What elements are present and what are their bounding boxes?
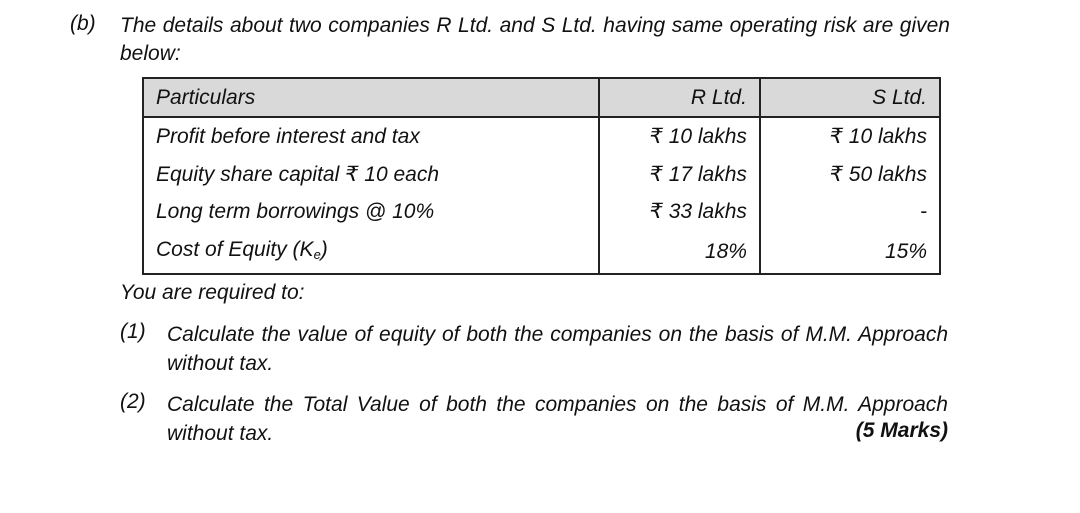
question-label: (b) (70, 12, 96, 35)
subscript-e: e (313, 246, 321, 262)
header-s-ltd: S Ltd. (760, 78, 940, 117)
row-particular: Profit before interest and tax (143, 117, 599, 156)
row-particular: Equity share capital ₹ 10 each (143, 156, 599, 194)
requirement-number: (2) (120, 390, 146, 413)
cost-of-equity-label: Cost of Equity (K (156, 237, 314, 261)
row-s-value: ₹ 10 lakhs (760, 117, 940, 156)
row-r-value: ₹ 33 lakhs (599, 193, 760, 231)
row-s-value: - (760, 193, 940, 231)
table-row (143, 117, 940, 156)
requirement-text: Calculate the Total Value of both the companies on the basis of M.M. Approach without tax. (167, 393, 948, 445)
closing-paren: ) (320, 237, 328, 261)
row-r-value: ₹ 10 lakhs (599, 117, 760, 156)
table-row (143, 193, 940, 231)
row-s-value: ₹ 50 lakhs (760, 156, 940, 194)
row-particular (143, 231, 599, 274)
marks-label: (5 Marks) (855, 419, 948, 442)
question-text: The details about two companies R Ltd. and S Ltd. having same operating risk are given below: (120, 14, 950, 65)
row-r-value: ₹ 17 lakhs (599, 156, 760, 194)
table-row (143, 156, 940, 194)
company-details-table (142, 77, 941, 275)
header-particulars: Particulars (143, 78, 599, 117)
header-r-ltd: R Ltd. (599, 78, 760, 117)
row-r-value: 18% (599, 231, 760, 274)
required-intro: You are required to: (120, 281, 305, 304)
table-header-row (143, 78, 940, 117)
requirement-text: Calculate the value of equity of both the companies on the basis of M.M. Approach without tax. (167, 323, 948, 375)
table-row (143, 231, 940, 274)
requirement-number: (1) (120, 320, 146, 343)
row-s-value: 15% (760, 231, 940, 274)
row-particular: Long term borrowings @ 10% (143, 193, 599, 231)
